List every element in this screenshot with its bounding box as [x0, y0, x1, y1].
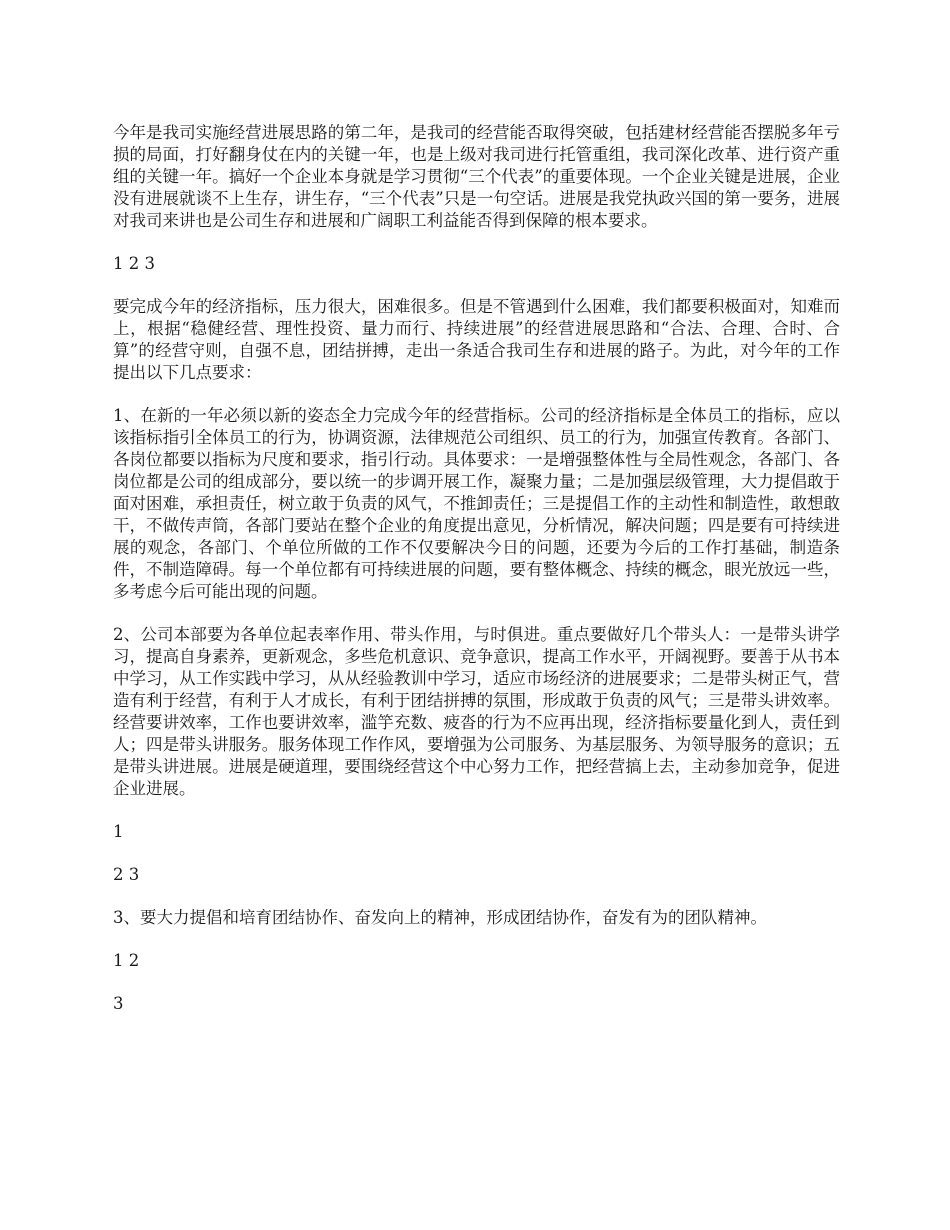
paragraph-numbers-4: 1 2	[113, 951, 140, 970]
paragraph-numbers-5: 3	[113, 994, 124, 1013]
paragraph-goals: 要完成今年的经济指标，压力很大，困难很多。但是不管遇到什么困难，我们都要积极面对，知难而上，根据“稳健经营、理性投资、量力而行、持续进展”的经营进展思路和“合法、合理、合时、合算”的经营守则，自强不息，团结拼搏，走出一条适合我司生存和进展的路子。为此，对今年的工作提出以下几点要求：	[113, 297, 840, 382]
paragraph-requirement-2: 2、公司本部要为各单位起表率作用、带头作用，与时俱进。重点要做好几个带头人：一是带头讲学习，提高自身素养，更新观念，多些危机意识、竞争意识，提高工作水平，开阔视野。要善于从书本中学习，从工作实践中学习，从从经验教训中学习，适应市场经济的进展要求；二是带头树正气，营造有利于经营，有利于人才成长，有利于团结拼搏的氛围，形成敢于负责的风气；三是带头讲效率。经营要讲效率，工作也要讲效率，滥竽充数、疲沓的行为不应再出现，经济指标要量化到人，责任到人；四是带头讲服务。服务体现工作作风，要增强为公司服务、为基层服务、为领导服务的意识；五是带头讲进展。进展是硬道理，要围绕经营这个中心努力工作，把经营搞上去，主动参加竞争，促进企业进展。	[113, 625, 840, 798]
paragraph-numbers-2: 1	[113, 822, 124, 841]
paragraph-requirement-3: 3、要大力提倡和培育团结协作、奋发向上的精神，形成团结协作，奋发有为的团队精神。	[113, 908, 767, 927]
paragraph-numbers-3: 2 3	[113, 865, 140, 884]
paragraph-numbers-1: 1 2 3	[113, 254, 155, 273]
document-body	[113, 122, 840, 1036]
paragraph-intro: 今年是我司实施经营进展思路的第二年，是我司的经营能否取得突破，包括建材经营能否摆脱多年亏损的局面，打好翻身仗在内的关键一年，也是上级对我司进行托管重组，我司深化改革、进行资产重组的关键一年。搞好一个企业本身就是学习贯彻“三个代表”的重要体现。一个企业关键是进展，企业没有进展就谈不上生存，讲生存，“三个代表”只是一句空话。进展是我党执政兴国的第一要务，进展对我司来讲也是公司生存和进展和广阔职工利益能否得到保障的根本要求。	[113, 123, 840, 230]
paragraph-requirement-1: 1、在新的一年必须以新的姿态全力完成今年的经营指标。公司的经济指标是全体员工的指标，应以该指标指引全体员工的行为，协调资源，法律规范公司组织、员工的行为，加强宣传教育。各部门、各岗位都要以指标为尺度和要求，指引行动。具体要求：一是增强整体性与全局性观念，各部门、各岗位都是公司的组成部分，要以统一的步调开展工作，凝聚力量；二是加强层级管理，大力提倡敢于面对困难，承担责任，树立敢于负责的风气，不推卸责任；三是提倡工作的主动性和制造性，敢想敢干，不做传声筒，各部门要站在整个企业的角度提出意见，分析情况，解决问题；四是要有可持续进展的观念，各部门、个单位所做的工作不仅要解决今日的问题，还要为今后的工作打基础，制造条件，不制造障碍。每一个单位都有可持续进展的问题，要有整体概念、持续的概念，眼光放远一些，多考虑今后可能出现的问题。	[113, 406, 840, 601]
